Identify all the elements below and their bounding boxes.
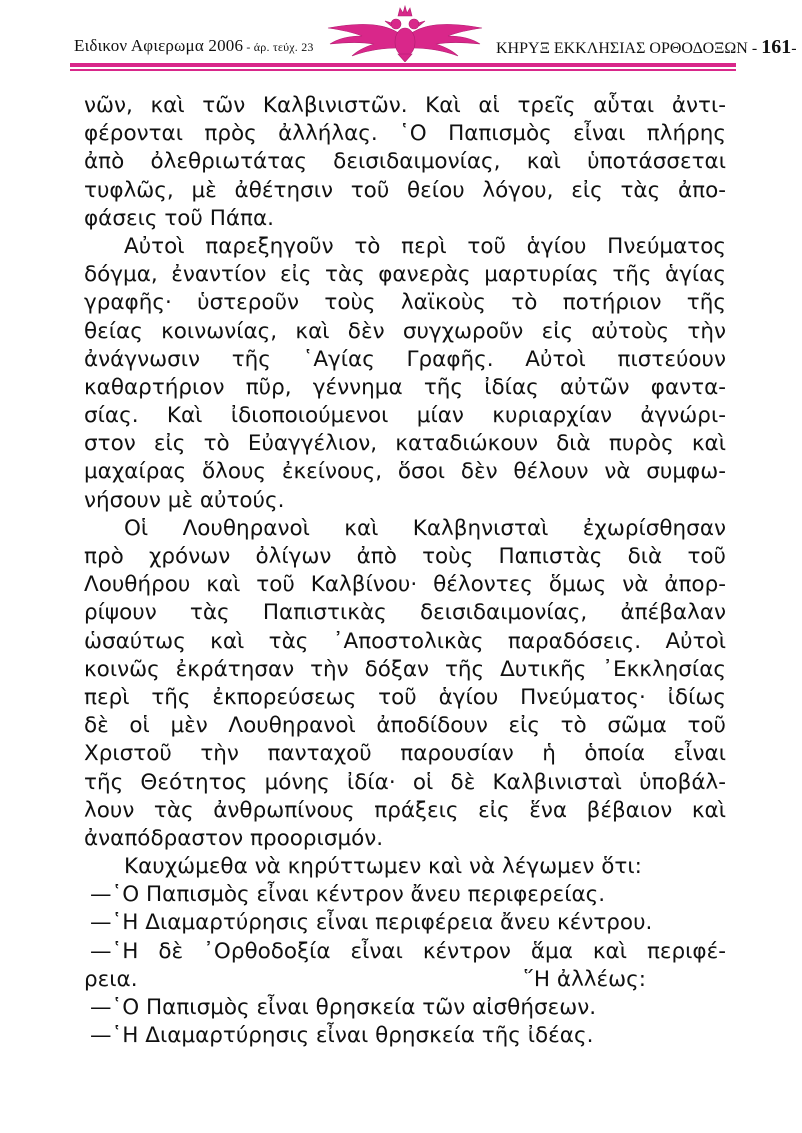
double-headed-eagle-icon	[322, 4, 488, 66]
text-line: κοινῶς ἐκράτησαν τὴν δόξαν τῆς Δυτικῆς ᾿Εκκλησίας	[84, 656, 726, 682]
text-line: —῾Η δὲ ᾿Ορθοδοξία εἶναι κέντρον ἅμα καὶ περιφέ-	[90, 938, 726, 964]
text-line: δόγμα, ἐναντίον εἰς τὰς φανερὰς μαρτυρίας τῆς ἁγίας	[84, 262, 726, 288]
text-line: περὶ τῆς ἐκπορεύσεως τοῦ ἁγίου Πνεύματος· ἰδίως	[84, 684, 726, 710]
text-line: Αὐτοὶ παρεξηγοῦν τὸ περὶ τοῦ ἁγίου Πνεύματος	[124, 233, 726, 259]
text-line: Καυχώμεθα νὰ κηρύττωμεν καὶ νὰ λέγωμεν ὅτι:	[124, 854, 642, 880]
header-left-title: Ειδικον Αφιερωμα 2006	[74, 36, 244, 55]
text-line: δὲ οἱ μὲν Λουθηρανοὶ ἀποδίδουν εἰς τὸ σῶμα τοῦ	[84, 713, 726, 739]
text-line: —῾Η Διαμαρτύρησις εἶναι περιφέρεια ἄνευ κέντρου.	[90, 910, 653, 936]
body-text	[84, 92, 726, 1050]
text-line: φάσεις τοῦ Πάπα.	[84, 205, 274, 231]
header-rule-thick	[70, 63, 736, 67]
header-left	[74, 36, 314, 56]
header-rule-thin	[70, 69, 736, 71]
text-line: γραφῆς· ὑστεροῦν τοὺς λαϊκοὺς τὸ ποτήριον τῆς	[84, 290, 726, 316]
text-line: πρὸ χρόνων ὀλίγων ἀπὸ τοὺς Παπιστὰς διὰ τοῦ	[84, 544, 726, 569]
text-line: —῾Η Διαμαρτύρησις εἶναι θρησκεία τῆς ἰδέας.	[90, 1023, 594, 1049]
text-line: τῆς Θεότητος μόνης ἰδία· οἱ δὲ Καλβινισταὶ ὑποβάλ-	[84, 769, 726, 795]
text-line: νήσουν μὲ αὐτούς.	[84, 487, 285, 513]
text-line: ρίψουν τὰς Παπιστικὰς δεισιδαιμονίας, ἀπέβαλαν	[84, 600, 726, 626]
text-fragment: ῞Η ἀλλέως:	[523, 966, 646, 992]
text-line: φέρονται πρὸς ἀλλήλας. ῾Ο Παπισμὸς εἶναι πλήρης	[84, 121, 726, 147]
text-fragment: ρεια.	[84, 966, 138, 992]
header-issue: - άρ. τεύχ. 23	[243, 40, 314, 54]
text-line: στον εἰς τὸ Εὐαγγέλιον, καταδιώκουν διὰ πυρὸς καὶ	[84, 431, 726, 457]
page-number-suffix: -	[791, 40, 797, 57]
text-line: μαχαίρας ὅλους ἐκείνους, ὅσοι δὲν θέλουν νὰ συμφω-	[84, 459, 726, 485]
text-line: ἀπὸ ὀλεθριωτάτας δεισιδαιμονίας, καὶ ὑποτάσσεται	[84, 149, 726, 175]
text-line: ἀναπόδραστον προορισμόν.	[84, 825, 384, 851]
text-line: ὡσαύτως καὶ τὰς ᾿Αποστολικὰς παραδόσεις. Αὐτοὶ	[84, 628, 726, 654]
text-line: Λουθήρου καὶ τοῦ Καλβίνου· θέλοντες ὅμως νὰ ἀπορ-	[84, 572, 726, 598]
text-line: —῾Ο Παπισμὸς εἶναι θρησκεία τῶν αἰσθήσεων.	[90, 995, 597, 1020]
page-number: 161	[761, 36, 792, 58]
text-line: καθαρτήριον πῦρ, γέννημα τῆς ἰδίας αὐτῶν φαντα-	[84, 374, 726, 400]
text-line: λουν τὰς ἀνθρωπίνους πράξεις εἰς ἕνα βέβαιον καὶ	[84, 797, 726, 823]
text-line-split	[84, 966, 726, 994]
text-line: Χριστοῦ τὴν πανταχοῦ παρουσίαν ἡ ὁποία εἶναι	[84, 741, 726, 767]
header-right-title: ΚΗΡΥΞ ΕΚΚΛΗΣΙΑΣ ΟΡΘΟΔΟΞΩΝ -	[496, 40, 758, 57]
text-line: θείας κοινωνίας, καὶ δὲν συγχωροῦν εἰς αὐτοὺς τὴν	[84, 318, 726, 344]
text-line: Οἱ Λουθηρανοὶ καὶ Καλβηνισταὶ ἐχωρίσθησαν	[124, 515, 726, 541]
text-line: —῾Ο Παπισμὸς εἶναι κέντρον ἄνευ περιφερείας.	[90, 882, 606, 908]
text-line: σίας. Καὶ ἰδιοποιούμενοι μίαν κυριαρχίαν ἀγνώρι-	[84, 403, 726, 429]
header-right	[496, 36, 797, 59]
text-line: τυφλῶς, μὲ ἀθέτησιν τοῦ θείου λόγου, εἰς τὰς ἀπο-	[84, 177, 726, 203]
text-line: νῶν, καὶ τῶν Καλβινιστῶν. Καὶ αἱ τρεῖς αὗται ἀντι-	[84, 93, 726, 118]
running-header	[0, 0, 802, 80]
text-line: ἀνάγνωσιν τῆς ῾Αγίας Γραφῆς. Αὐτοὶ πιστεύουν	[84, 346, 726, 372]
